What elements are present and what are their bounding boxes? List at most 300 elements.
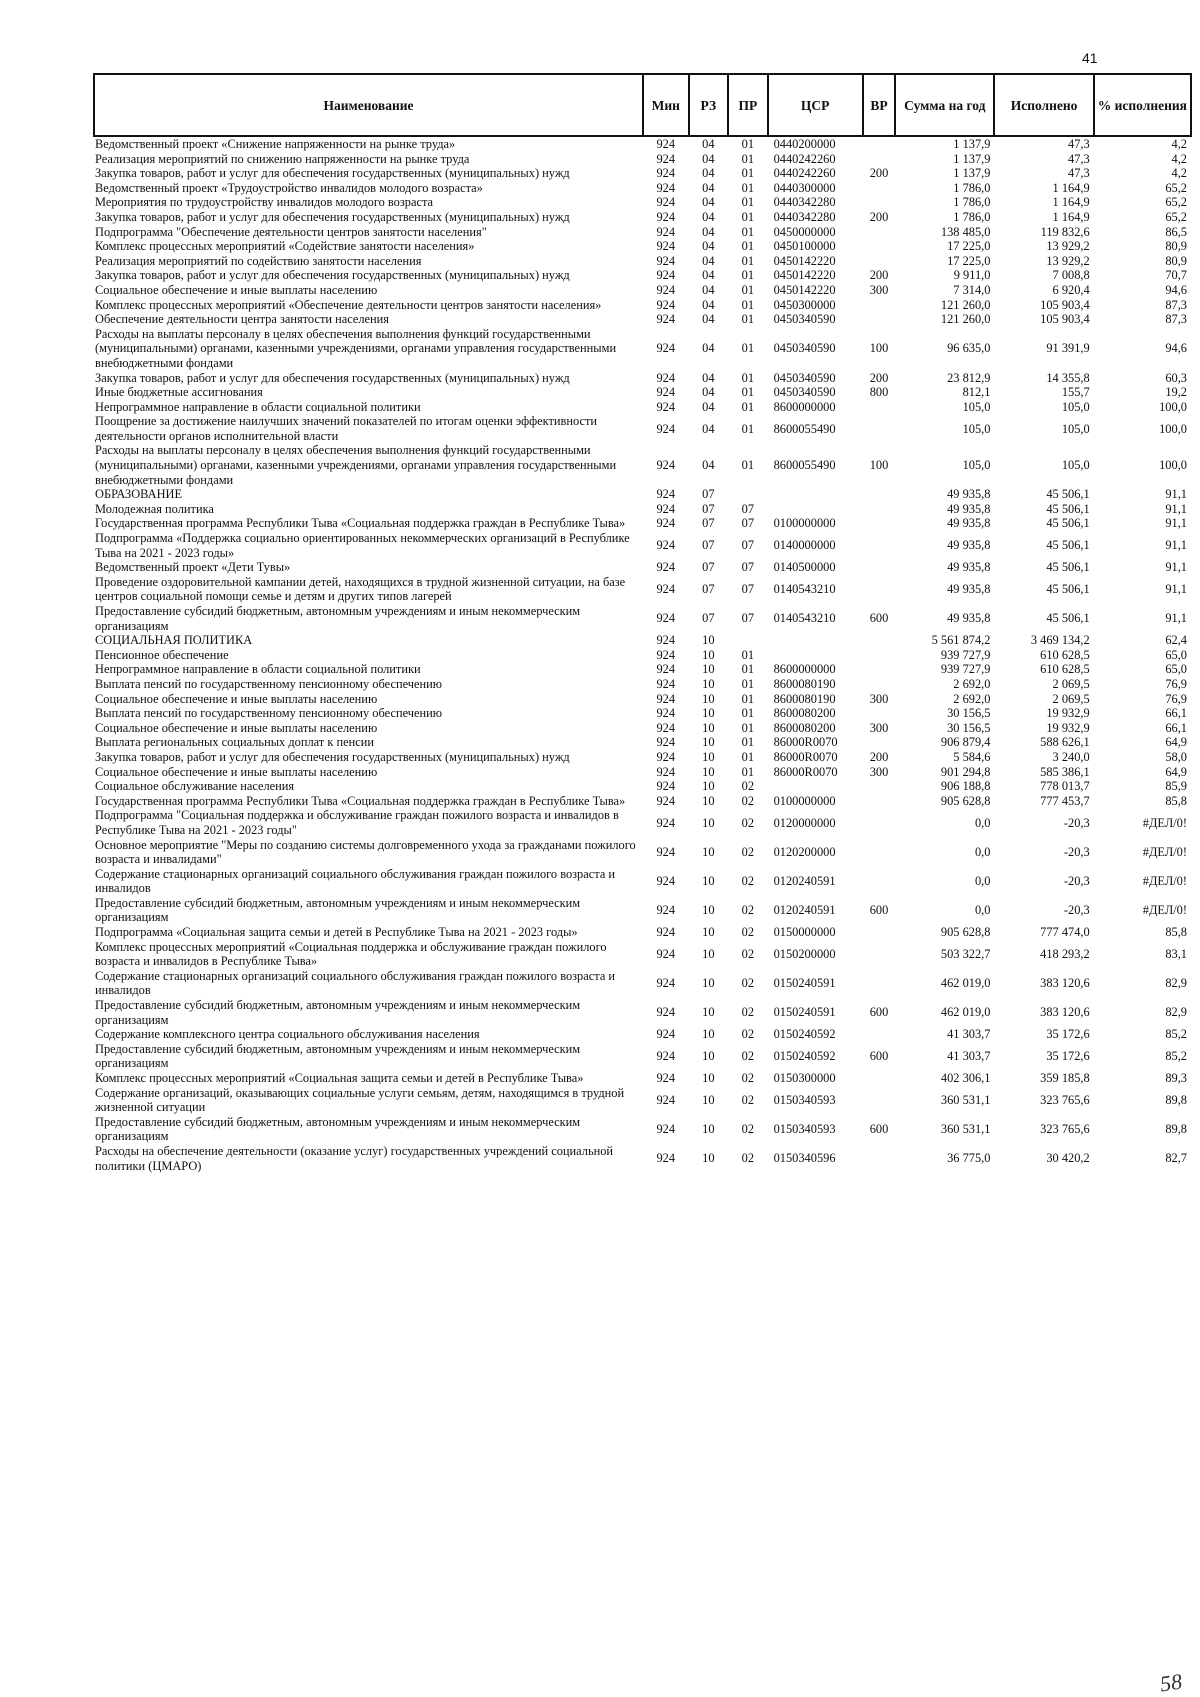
cell-rz: 04	[702, 312, 715, 327]
cell-min: 924	[656, 341, 676, 356]
cell-sum: 121 260,0	[940, 312, 991, 327]
header-sum: Сумма на год	[895, 74, 994, 136]
cell-done: 1 164,9	[1052, 195, 1090, 210]
cell-rz: 07	[702, 501, 715, 516]
table-row	[94, 152, 1191, 167]
cell-done: 105,0	[1061, 421, 1090, 436]
cell-pr: 02	[741, 1151, 755, 1166]
cell-sum: 7 314,0	[953, 282, 991, 297]
cell-min: 924	[656, 611, 676, 626]
cell-min: 924	[656, 691, 676, 706]
cell-pct: 85,8	[1165, 793, 1187, 808]
cell-sum: 49 935,8	[947, 538, 991, 553]
cell-min: 924	[656, 815, 676, 830]
cell-pr: 02	[741, 1027, 755, 1042]
cell-name: Содержание стационарных организаций социального обслуживания граждан пожилого возраста и инвалидов	[95, 968, 616, 998]
cell-name: Предоставление субсидий бюджетным, автономным учреждениям и иным некоммерческим организациям	[95, 604, 581, 633]
table-row	[94, 808, 1191, 837]
cell-rz: 04	[702, 151, 715, 166]
cell-csr: 0150340593	[773, 1122, 836, 1137]
cell-name: Мероприятия по трудоустройству инвалидов молодого возраста	[95, 195, 434, 210]
cell-min: 924	[656, 1005, 676, 1020]
table-row	[94, 298, 1191, 313]
cell-pct: 89,8	[1165, 1092, 1187, 1107]
cell-name: Содержание комплексного центра социального обслуживания населения	[95, 1027, 480, 1042]
table-row	[94, 239, 1191, 254]
cell-name: ОБРАЗОВАНИЕ	[95, 487, 183, 502]
cell-min: 924	[656, 633, 676, 648]
table-row	[94, 181, 1191, 196]
cell-csr: 0150300000	[773, 1071, 836, 1085]
cell-name: Выплата пенсий по государственному пенсионному обеспечению	[95, 706, 443, 721]
cell-pr: 02	[741, 946, 755, 961]
table-row	[94, 662, 1191, 677]
cell-pct: 100,0	[1159, 421, 1187, 436]
cell-name: Поощрение за достижение наилучших значений показателей по итогам оценки эффективности деятельности органов исполнительной власти	[95, 414, 598, 443]
cell-pct: 19,2	[1165, 385, 1187, 400]
cell-rz: 10	[702, 1071, 715, 1085]
cell-min: 924	[656, 151, 676, 166]
cell-rz: 04	[702, 137, 715, 151]
cell-sum: 49 935,8	[947, 560, 991, 575]
cell-done: 610 628,5	[1040, 647, 1090, 662]
cell-pr: 01	[741, 180, 755, 195]
cell-csr	[768, 648, 863, 663]
cell-done: 45 506,1	[1046, 560, 1090, 575]
cell-csr: 0450340590	[773, 341, 836, 356]
cell-done: 45 506,1	[1046, 582, 1090, 597]
cell-csr: 0150240592	[773, 1049, 836, 1064]
cell-name: Расходы на обеспечение деятельности (оказание услуг) государственных учреждений социальной политики (ЦМАРО)	[95, 1143, 614, 1173]
cell-name: Комплекс процессных мероприятий «Обеспечение деятельности центров занятости населения»	[95, 297, 602, 312]
cell-vr	[863, 633, 895, 648]
cell-min: 924	[656, 976, 676, 991]
cell-csr: 8600080200	[773, 706, 836, 721]
cell-name: Комплекс процессных мероприятий «Социальная поддержка и обслуживание граждан пожилого возраста и инвалидов в Республике Тыва»	[95, 939, 607, 969]
cell-rz: 04	[702, 209, 715, 224]
cell-sum: 402 306,1	[940, 1071, 991, 1085]
cell-min: 924	[656, 180, 676, 195]
cell-name: Подпрограмма «Поддержка социально ориентированных некоммерческих организаций в Республике Тыва на 2021 - 2023 годы»	[95, 531, 630, 560]
cell-pr: 01	[741, 137, 755, 151]
cell-min: 924	[656, 582, 676, 597]
cell-csr: 0140500000	[773, 560, 836, 575]
cell-csr: 0450142220	[773, 253, 836, 268]
table-row	[94, 166, 1191, 181]
cell-csr: 0100000000	[773, 516, 836, 531]
cell-min: 924	[656, 560, 676, 575]
cell-rz: 10	[702, 815, 715, 830]
page-number: 41	[1082, 50, 1098, 66]
cell-vr	[863, 312, 895, 327]
cell-rz: 04	[702, 458, 715, 473]
cell-pr: 01	[741, 297, 755, 312]
cell-vr	[863, 152, 895, 167]
cell-pct: 87,3	[1165, 297, 1187, 312]
cell-csr	[768, 502, 863, 517]
cell-min: 924	[656, 421, 676, 436]
cell-rz: 10	[702, 1027, 715, 1042]
cell-sum: 360 531,1	[940, 1092, 991, 1107]
cell-name: СОЦИАЛЬНАЯ ПОЛИТИКА	[95, 633, 253, 648]
cell-done: 323 765,6	[1040, 1092, 1090, 1107]
cell-csr: 0150240592	[773, 1027, 836, 1042]
cell-pct: 4,2	[1171, 151, 1187, 166]
cell-vr	[863, 298, 895, 313]
cell-vr	[863, 662, 895, 677]
cell-vr	[863, 779, 895, 794]
cell-name: Комплекс процессных мероприятий «Социальная защита семьи и детей в Республике Тыва»	[95, 1071, 584, 1085]
cell-vr	[863, 808, 895, 837]
cell-min: 924	[656, 516, 676, 531]
cell-min: 924	[656, 706, 676, 721]
cell-csr: 0150340596	[773, 1151, 836, 1166]
table-row	[94, 648, 1191, 663]
cell-done: 3 469 134,2	[1030, 633, 1090, 648]
cell-rz: 04	[702, 195, 715, 210]
cell-csr: 0440342280	[773, 195, 836, 210]
cell-pct: 85,9	[1165, 779, 1187, 794]
table-row	[94, 867, 1191, 896]
cell-vr	[863, 225, 895, 240]
cell-sum: 105,0	[962, 421, 991, 436]
cell-done: 45 506,1	[1046, 501, 1090, 516]
table-row	[94, 940, 1191, 969]
cell-vr: 200	[869, 166, 889, 181]
cell-csr: 0440242260	[773, 166, 836, 181]
cell-pct: 76,9	[1165, 676, 1187, 691]
cell-vr	[863, 838, 895, 867]
cell-rz: 04	[702, 385, 715, 400]
cell-done: 777 453,7	[1040, 793, 1090, 808]
cell-done: 105 903,4	[1040, 297, 1090, 312]
cell-vr	[863, 1027, 895, 1042]
cell-min: 924	[656, 487, 676, 502]
cell-csr: 0450340590	[773, 312, 836, 327]
cell-csr: 8600055490	[773, 421, 836, 436]
cell-rz: 10	[702, 1122, 715, 1137]
cell-sum: 939 727,9	[940, 662, 991, 677]
cell-sum: 503 322,7	[940, 946, 991, 961]
cell-pct: 65,0	[1165, 647, 1187, 662]
cell-sum: 5 584,6	[953, 749, 991, 764]
cell-pct: 87,3	[1165, 312, 1187, 327]
table-row	[94, 604, 1191, 633]
cell-vr: 600	[869, 1005, 889, 1020]
cell-min: 924	[656, 1151, 676, 1166]
cell-done: 45 506,1	[1046, 538, 1090, 553]
cell-done: 359 185,8	[1040, 1071, 1090, 1085]
cell-pct: 94,6	[1165, 341, 1187, 356]
cell-done: 119 832,6	[1040, 224, 1090, 239]
cell-pr: 01	[741, 691, 755, 706]
cell-min: 924	[656, 538, 676, 553]
cell-min: 924	[656, 903, 676, 918]
cell-name: Предоставление субсидий бюджетным, автономным учреждениям и иным некоммерческим организациям	[95, 998, 581, 1027]
table-row	[94, 254, 1191, 269]
cell-name: Подпрограмма "Обеспечение деятельности центров занятости населения"	[95, 224, 487, 239]
cell-min: 924	[656, 1122, 676, 1137]
cell-done: -20,3	[1063, 903, 1090, 918]
budget-table	[93, 73, 1192, 1173]
cell-pct: 86,5	[1165, 224, 1187, 239]
cell-pr: 01	[741, 151, 755, 166]
header-pr: ПР	[728, 74, 768, 136]
cell-rz: 10	[702, 844, 715, 859]
header-pct: % исполнения	[1094, 74, 1191, 136]
cell-name: Непрограммное направление в области социальной политики	[95, 662, 421, 677]
cell-done: 105 903,4	[1040, 312, 1090, 327]
cell-done: 1 164,9	[1052, 209, 1090, 224]
cell-min: 924	[656, 224, 676, 239]
cell-vr	[863, 195, 895, 210]
cell-sum: 49 935,8	[947, 487, 991, 502]
cell-csr: 8600080190	[773, 676, 836, 691]
cell-min: 924	[656, 647, 676, 662]
cell-pr: 02	[741, 1005, 755, 1020]
table-row	[94, 998, 1191, 1027]
cell-rz: 07	[702, 582, 715, 597]
table-body	[94, 136, 1191, 1173]
cell-done: 7 008,8	[1052, 268, 1090, 283]
cell-name: Ведомственный проект «Снижение напряженности на рынке труда»	[95, 137, 456, 151]
cell-pr: 01	[741, 385, 755, 400]
cell-min: 924	[656, 195, 676, 210]
cell-rz: 10	[702, 793, 715, 808]
cell-csr	[768, 487, 863, 502]
table-row	[94, 1086, 1191, 1115]
cell-rz: 10	[702, 720, 715, 735]
cell-done: -20,3	[1063, 815, 1090, 830]
cell-pr: 01	[741, 662, 755, 677]
cell-min: 924	[656, 385, 676, 400]
cell-name: Реализация мероприятий по содействию занятости населения	[95, 253, 422, 268]
cell-csr: 0150200000	[773, 946, 836, 961]
cell-pr: 02	[741, 925, 755, 940]
cell-name: Закупка товаров, работ и услуг для обеспечения государственных (муниципальных) нужд	[95, 166, 570, 181]
cell-vr: 600	[869, 611, 889, 626]
cell-sum: 906 188,8	[940, 779, 991, 794]
cell-rz: 10	[702, 976, 715, 991]
cell-rz: 10	[702, 735, 715, 750]
cell-vr: 300	[869, 282, 889, 297]
cell-done: 91 391,9	[1046, 341, 1090, 356]
cell-sum: 105,0	[962, 458, 991, 473]
cell-vr	[863, 560, 895, 575]
cell-csr: 0450142220	[773, 268, 836, 283]
cell-csr: 8600080190	[773, 691, 836, 706]
cell-done: 13 929,2	[1046, 239, 1090, 254]
cell-min: 924	[656, 312, 676, 327]
cell-pr: 01	[741, 706, 755, 721]
cell-pr: 01	[741, 399, 755, 414]
cell-pr: 02	[741, 844, 755, 859]
cell-csr: 86000R0070	[773, 735, 838, 750]
table-row	[94, 896, 1191, 925]
cell-min: 924	[656, 720, 676, 735]
cell-csr: 8600000000	[773, 399, 836, 414]
cell-pct: #ДЕЛ/0!	[1142, 873, 1187, 888]
cell-vr	[863, 136, 895, 152]
cell-name: Основное мероприятие "Меры по созданию системы долговременного ухода за гражданами пожилого возраста и инвалидами"	[95, 837, 636, 867]
cell-rz: 04	[702, 282, 715, 297]
cell-vr	[863, 969, 895, 998]
cell-pr: 07	[741, 538, 755, 553]
cell-sum: 1 137,9	[953, 166, 991, 181]
cell-pr: 01	[741, 195, 755, 210]
cell-sum: 30 156,5	[947, 706, 991, 721]
cell-rz: 10	[702, 779, 715, 794]
cell-min: 924	[656, 137, 676, 151]
cell-sum: 23 812,9	[947, 370, 991, 385]
header-csr: ЦСР	[768, 74, 863, 136]
cell-csr	[768, 779, 863, 794]
cell-sum: 2 692,0	[953, 691, 991, 706]
cell-rz: 10	[702, 925, 715, 940]
header-done: Исполнено	[994, 74, 1093, 136]
cell-rz: 10	[702, 903, 715, 918]
table-row	[94, 531, 1191, 560]
cell-name: Социальное обеспечение и иные выплаты населению	[95, 720, 378, 735]
cell-min: 924	[656, 676, 676, 691]
cell-vr	[863, 925, 895, 940]
cell-sum: 1 786,0	[953, 209, 991, 224]
cell-name: Молодежная политика	[95, 501, 214, 516]
cell-pr: 01	[741, 253, 755, 268]
cell-pct: 76,9	[1165, 691, 1187, 706]
table-row	[94, 750, 1191, 765]
cell-csr: 0450300000	[773, 297, 836, 312]
cell-done: 45 506,1	[1046, 611, 1090, 626]
cell-pct: 85,8	[1165, 925, 1187, 940]
cell-rz: 10	[702, 1092, 715, 1107]
cell-csr: 0150000000	[773, 925, 836, 940]
cell-pr: 02	[741, 903, 755, 918]
cell-done: 35 172,6	[1046, 1049, 1090, 1064]
table-row	[94, 327, 1191, 371]
cell-min: 924	[656, 779, 676, 794]
cell-min: 924	[656, 1027, 676, 1042]
cell-vr: 600	[869, 903, 889, 918]
table-row	[94, 706, 1191, 721]
cell-sum: 905 628,8	[940, 925, 991, 940]
cell-rz: 04	[702, 166, 715, 181]
cell-sum: 9 911,0	[953, 268, 991, 283]
header-name: Наименование	[94, 74, 643, 136]
cell-rz: 10	[702, 1049, 715, 1064]
cell-rz: 07	[702, 560, 715, 575]
cell-done: 35 172,6	[1046, 1027, 1090, 1042]
table-row	[94, 385, 1191, 400]
cell-sum: 939 727,9	[940, 647, 991, 662]
cell-name: Предоставление субсидий бюджетным, автономным учреждениям и иным некоммерческим организациям	[95, 1114, 581, 1144]
cell-name: Предоставление субсидий бюджетным, автономным учреждениям и иным некоммерческим организациям	[95, 895, 581, 925]
table-row	[94, 487, 1191, 502]
cell-vr	[863, 1086, 895, 1115]
cell-pr: 02	[741, 793, 755, 808]
cell-vr: 200	[869, 749, 889, 764]
table-row	[94, 371, 1191, 386]
cell-min: 924	[656, 458, 676, 473]
cell-sum: 905 628,8	[940, 793, 991, 808]
cell-min: 924	[656, 1092, 676, 1107]
table-row	[94, 677, 1191, 692]
cell-vr: 600	[869, 1049, 889, 1064]
cell-pr: 01	[741, 676, 755, 691]
cell-pr: 02	[741, 873, 755, 888]
cell-rz: 04	[702, 341, 715, 356]
cell-pr: 07	[741, 582, 755, 597]
cell-name: Непрограммное направление в области социальной политики	[95, 399, 421, 414]
cell-vr	[863, 1071, 895, 1086]
cell-sum: 121 260,0	[940, 297, 991, 312]
cell-sum: 812,1	[962, 385, 991, 400]
cell-csr: 0140543210	[773, 582, 836, 597]
cell-rz: 07	[702, 611, 715, 626]
cell-name: Выплата пенсий по государственному пенсионному обеспечению	[95, 676, 443, 691]
cell-pct: 65,2	[1165, 195, 1187, 210]
cell-csr: 0440242260	[773, 151, 836, 166]
cell-pct: 65,2	[1165, 209, 1187, 224]
cell-vr: 600	[869, 1122, 889, 1137]
cell-sum: 49 935,8	[947, 611, 991, 626]
cell-pct: 82,9	[1165, 976, 1187, 991]
cell-done: 1 164,9	[1052, 180, 1090, 195]
table-row	[94, 400, 1191, 415]
cell-pr: 01	[741, 370, 755, 385]
cell-min: 924	[656, 282, 676, 297]
cell-done: 19 932,9	[1046, 720, 1090, 735]
table-header-row	[94, 74, 1191, 136]
cell-csr: 8600080200	[773, 720, 836, 735]
cell-done: 47,3	[1068, 151, 1090, 166]
cell-pct: 91,1	[1165, 487, 1187, 502]
cell-pr: 01	[741, 312, 755, 327]
cell-min: 924	[656, 501, 676, 516]
cell-min: 924	[656, 873, 676, 888]
cell-rz: 10	[702, 633, 715, 648]
cell-name: Закупка товаров, работ и услуг для обеспечения государственных (муниципальных) нужд	[95, 749, 570, 764]
cell-done: 6 920,4	[1052, 282, 1090, 297]
table-row	[94, 1027, 1191, 1042]
cell-vr: 300	[869, 764, 889, 779]
cell-name: Закупка товаров, работ и услуг для обеспечения государственных (муниципальных) нужд	[95, 370, 570, 385]
cell-pct: 64,9	[1165, 735, 1187, 750]
cell-pct: 80,9	[1165, 253, 1187, 268]
cell-name: Содержание стационарных организаций социального обслуживания граждан пожилого возраста и инвалидов	[95, 866, 616, 896]
cell-csr: 0450142220	[773, 282, 836, 297]
cell-rz: 04	[702, 224, 715, 239]
cell-sum: 0,0	[974, 844, 991, 859]
cell-min: 924	[656, 297, 676, 312]
cell-sum: 906 879,4	[940, 735, 991, 750]
table-row	[94, 1144, 1191, 1173]
cell-rz: 10	[702, 662, 715, 677]
table-row	[94, 502, 1191, 517]
cell-name: Подпрограмма "Социальная поддержка и обслуживание граждан пожилого возраста и инвалидов в Республике Тыва на 2021 - 2023 годы"	[95, 808, 619, 837]
cell-vr: 300	[869, 720, 889, 735]
header-rz: РЗ	[689, 74, 729, 136]
cell-rz: 10	[702, 1005, 715, 1020]
cell-sum: 41 303,7	[947, 1049, 991, 1064]
cell-name: Проведение оздоровительной кампании детей, находящихся в трудной жизненной ситуации, на базе центров социальной помощи семье и детям и других типов лагерей	[95, 574, 626, 604]
cell-name: Ведомственный проект «Трудоустройство инвалидов молодого возраста»	[95, 180, 483, 195]
cell-min: 924	[656, 268, 676, 283]
cell-sum: 17 225,0	[947, 253, 991, 268]
cell-name: Государственная программа Республики Тыва «Социальная поддержка граждан в Республике Тыва»	[95, 516, 626, 531]
cell-rz: 10	[702, 749, 715, 764]
table-row	[94, 195, 1191, 210]
